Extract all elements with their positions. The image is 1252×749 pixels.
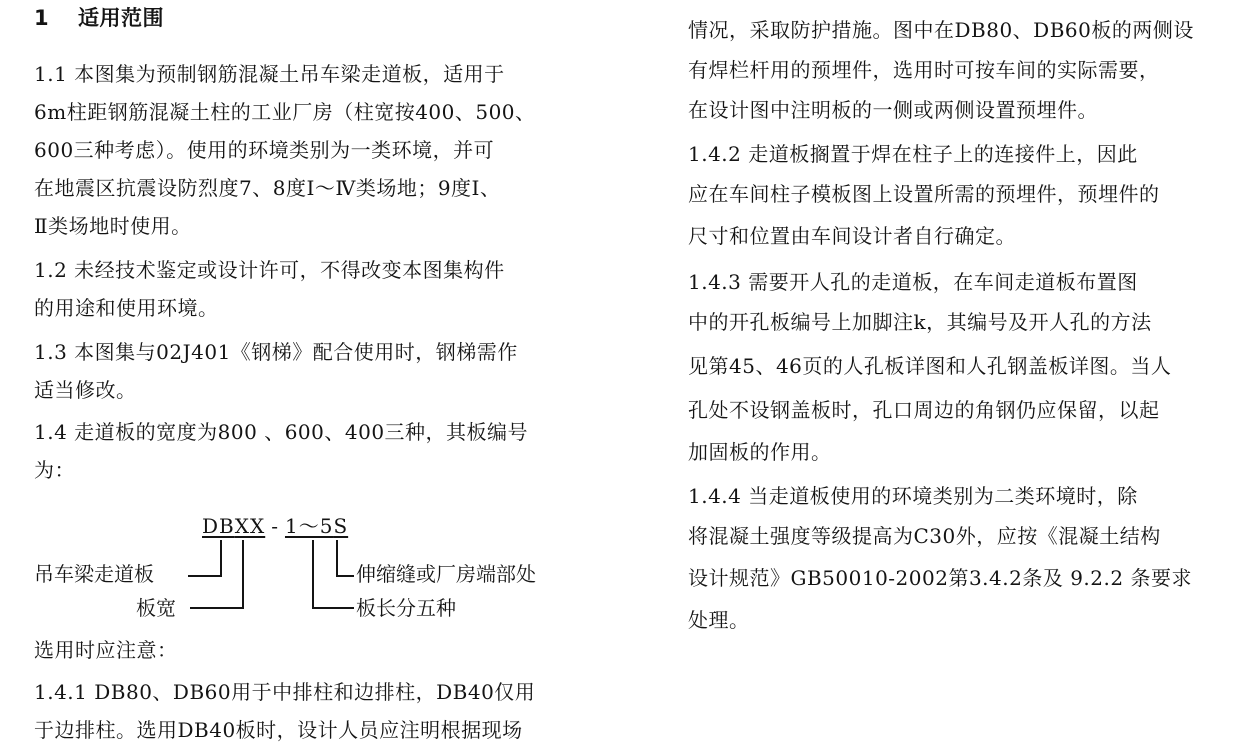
text-line: 选用时应注意： bbox=[34, 638, 178, 662]
text-line: 适当修改。 bbox=[34, 378, 137, 402]
text-line: 1.3 本图集与02J401《钢梯》配合使用时，钢梯需作 bbox=[34, 340, 518, 364]
text-line: 于边排柱。选用DB40板时，设计人员应注明根据现场 bbox=[34, 718, 523, 742]
text-line: 有焊栏杆用的预埋件，选用时可按车间的实际需要， bbox=[688, 58, 1160, 82]
text-line: 中的开孔板编号上加脚注k，其编号及开人孔的方法 bbox=[688, 310, 1152, 334]
text-line: 为： bbox=[34, 458, 75, 482]
text-line: 1.4.4 当走道板使用的环境类别为二类环境时，除 bbox=[688, 484, 1138, 508]
leader-db-horizontal bbox=[188, 575, 222, 577]
code-dash: - bbox=[271, 514, 279, 538]
text-line: 情况，采取防护措施。图中在DB80、DB60板的两侧设 bbox=[688, 18, 1194, 42]
leader-s-vertical bbox=[336, 540, 338, 576]
text-line: 6m柱距钢筋混凝土柱的工业厂房（柱宽按400、500、 bbox=[34, 100, 536, 124]
text-line: 应在车间柱子模板图上设置所需的预埋件，预埋件的 bbox=[688, 182, 1160, 206]
section-number: 1 bbox=[34, 6, 50, 30]
label-slab-type: 吊车梁走道板 bbox=[34, 562, 154, 586]
slab-code bbox=[202, 514, 348, 538]
leader-db-vertical bbox=[220, 540, 222, 576]
text-line: 的用途和使用环境。 bbox=[34, 296, 219, 320]
leader-length-vertical bbox=[312, 540, 314, 608]
slab-number-diagram bbox=[34, 506, 594, 630]
text-line: 处理。 bbox=[688, 608, 750, 632]
label-length: 板长分五种 bbox=[356, 596, 456, 620]
code-s: S bbox=[333, 514, 349, 538]
text-line: 在设计图中注明板的一侧或两侧设置预埋件。 bbox=[688, 98, 1098, 122]
text-line: 加固板的作用。 bbox=[688, 440, 832, 464]
text-line: 尺寸和位置由车间设计者自行确定。 bbox=[688, 224, 1016, 248]
code-length: 1～5 bbox=[284, 514, 334, 538]
label-width: 板宽 bbox=[136, 596, 176, 620]
text-line: 孔处不设钢盖板时，孔口周边的角钢仍应保留，以起 bbox=[688, 398, 1160, 422]
code-db: DB bbox=[202, 514, 235, 538]
section-heading bbox=[34, 6, 164, 30]
code-xx: XX bbox=[234, 514, 266, 538]
text-line: Ⅱ类场地时使用。 bbox=[34, 214, 192, 238]
text-line: 见第45、46页的人孔板详图和人孔钢盖板详图。当人 bbox=[688, 354, 1172, 378]
text-line: 1.1 本图集为预制钢筋混凝土吊车梁走道板，适用于 bbox=[34, 62, 505, 86]
text-line: 1.4.3 需要开人孔的走道板，在车间走道板布置图 bbox=[688, 270, 1138, 294]
section-title: 适用范围 bbox=[78, 6, 164, 30]
text-line: 将混凝土强度等级提高为C30外，应按《混凝土结构 bbox=[688, 524, 1161, 548]
leader-length-horizontal bbox=[312, 607, 354, 609]
text-line: 设计规范》GB50010-2002第3.4.2条及 9.2.2 条要求 bbox=[688, 566, 1192, 590]
text-line: 1.4.2 走道板搁置于焊在柱子上的连接件上，因此 bbox=[688, 142, 1138, 166]
leader-s-horizontal bbox=[336, 575, 354, 577]
text-line: 在地震区抗震设防烈度7、8度Ⅰ～Ⅳ类场地；9度Ⅰ、 bbox=[34, 176, 501, 200]
leader-xx-horizontal bbox=[190, 607, 244, 609]
text-line: 1.4 走道板的宽度为800 、600、400三种，其板编号 bbox=[34, 420, 529, 444]
text-line: 1.2 未经技术鉴定或设计许可，不得改变本图集构件 bbox=[34, 258, 505, 282]
label-joint: 伸缩缝或厂房端部处 bbox=[356, 562, 536, 586]
text-line: 600三种考虑）。使用的环境类别为一类环境，并可 bbox=[34, 138, 495, 162]
text-line: 1.4.1 DB80、DB60用于中排柱和边排柱，DB40仅用 bbox=[34, 680, 536, 704]
leader-xx-vertical bbox=[242, 540, 244, 608]
